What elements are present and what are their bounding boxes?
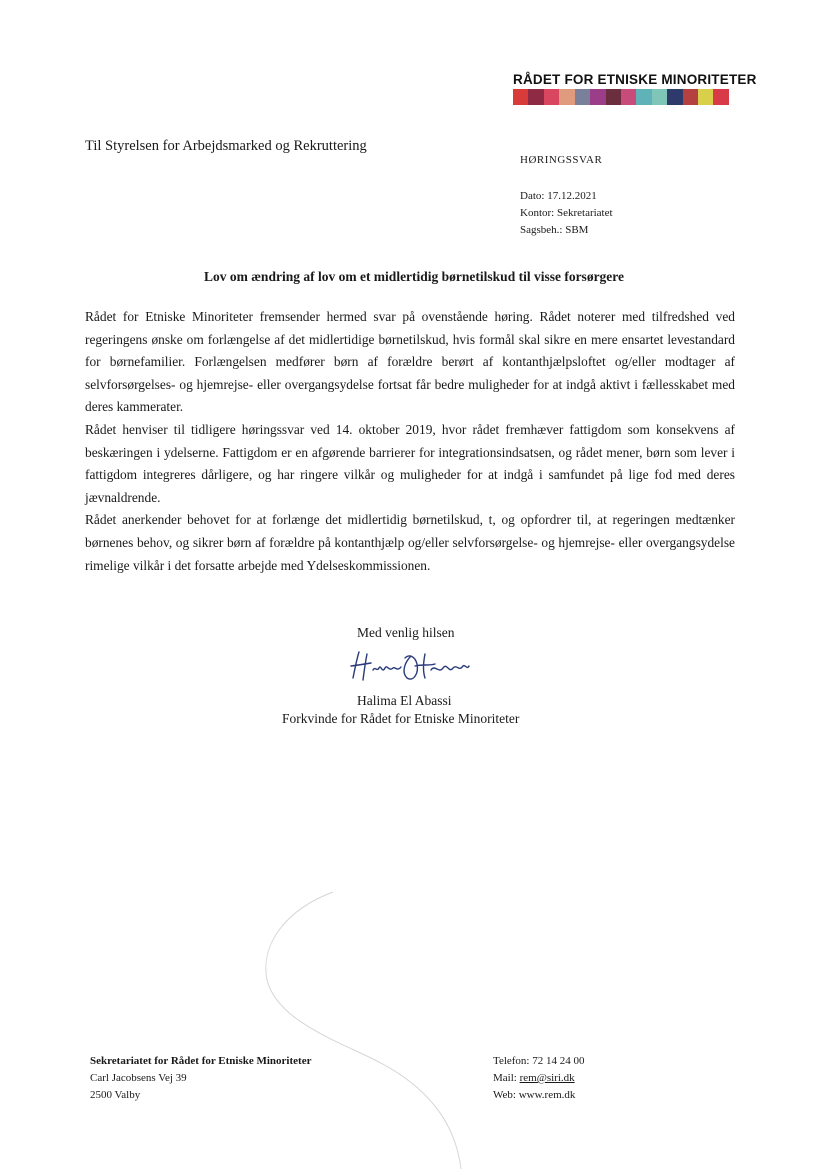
logo-color-bar [513,89,729,105]
footer-phone: Telefon: 72 14 24 00 [493,1055,585,1067]
recipient-line: Til Styrelsen for Arbejdsmarked og Rekruttering [85,138,367,154]
logo-color-segment [575,89,590,105]
logo-color-segment [606,89,621,105]
meta-caseworker: Sagsbeh.: SBM [520,224,589,236]
logo-color-segment [590,89,605,105]
closing-greeting: Med venlig hilsen [357,625,455,640]
meta-office: Kontor: Sekretariatet [520,207,613,219]
logo-color-segment [544,89,559,105]
logo-color-segment [698,89,713,105]
handwritten-signature [345,648,475,684]
logo-color-segment [559,89,574,105]
signer-name: Halima El Abassi [357,693,452,708]
meta-date: Dato: 17.12.2021 [520,190,597,202]
body-paragraph: Rådet for Etniske Minoriteter fremsender hermed svar på ovenstående høring. Rådet noterer med tilfredshed ved regeringens ønske om forlængelse af det midlertidige børnetilskud, hvis formål skal sikre en mere ensartet levestandard for børnefamilier. Forlængelsen medfører børn af forældre berørt af kontanthjælpsloftet og/eller modtager af selvforsørgelses- og hjemrejse- eller overgangsydelse fortsat får bedre muligheder for at indgå aktivt i fællesskabet med deres kammerater. [85,309,735,415]
body-paragraph: Rådet henviser til tidligere høringssvar ved 14. oktober 2019, hvor rådet fremhæver fattigdom som konsekvens af beskæringen i ydelserne. Fattigdom er en afgørende barrierer for integrationsindsatsen, og rådet mener, børn som lever i fattigdom integreres dårligere, og har ringere vilkår og muligheder for at indgå i samfundet på lige fod med deres jævnaldrende. [85,421,735,505]
logo-color-segment [667,89,682,105]
subject-heading: Lov om ændring af lov om et midlertidig børnetilskud til visse forsørgere [203,269,625,284]
logo-color-segment [713,89,728,105]
logo-color-segment [683,89,698,105]
footer-city: 2500 Valby [90,1089,141,1101]
document-type: HØRINGSSVAR [520,154,603,166]
footer-mail-line [493,1070,585,1087]
footer-organization: Sekretariatet for Rådet for Etniske Minoriteter [90,1055,312,1067]
footer-web[interactable]: Web: www.rem.dk [493,1089,576,1101]
logo-color-segment [636,89,651,105]
logo-color-segment [528,89,543,105]
letter-body [85,306,735,577]
background-swoosh [255,890,475,1169]
logo-color-segment [652,89,667,105]
signer-title: Forkvinde for Rådet for Etniske Minoriteter [282,711,520,726]
organization-logo-text: RÅDET FOR ETNISKE MINORITETER [513,72,757,87]
footer-contact [493,1053,585,1104]
document-meta [520,188,613,239]
footer-mail-label: Mail: [493,1072,520,1084]
footer-address [90,1053,311,1104]
footer-email-link[interactable]: rem@siri.dk [519,1072,575,1084]
logo-color-segment [621,89,636,105]
logo-color-segment [513,89,528,105]
body-paragraph: Rådet anerkender behovet for at forlænge det midlertidig børnetilskud, t, og opfordrer til, at regeringen medtænker børnenes behov, og sikrer børn af forældre på kontanthjælp og/eller selvforsørgelse- og hjemrejse- eller overgangsydelse rimelige vilkår i det forsatte arbejde med Ydelseskommissionen. [85,512,735,573]
footer-street: Carl Jacobsens Vej 39 [90,1072,187,1084]
